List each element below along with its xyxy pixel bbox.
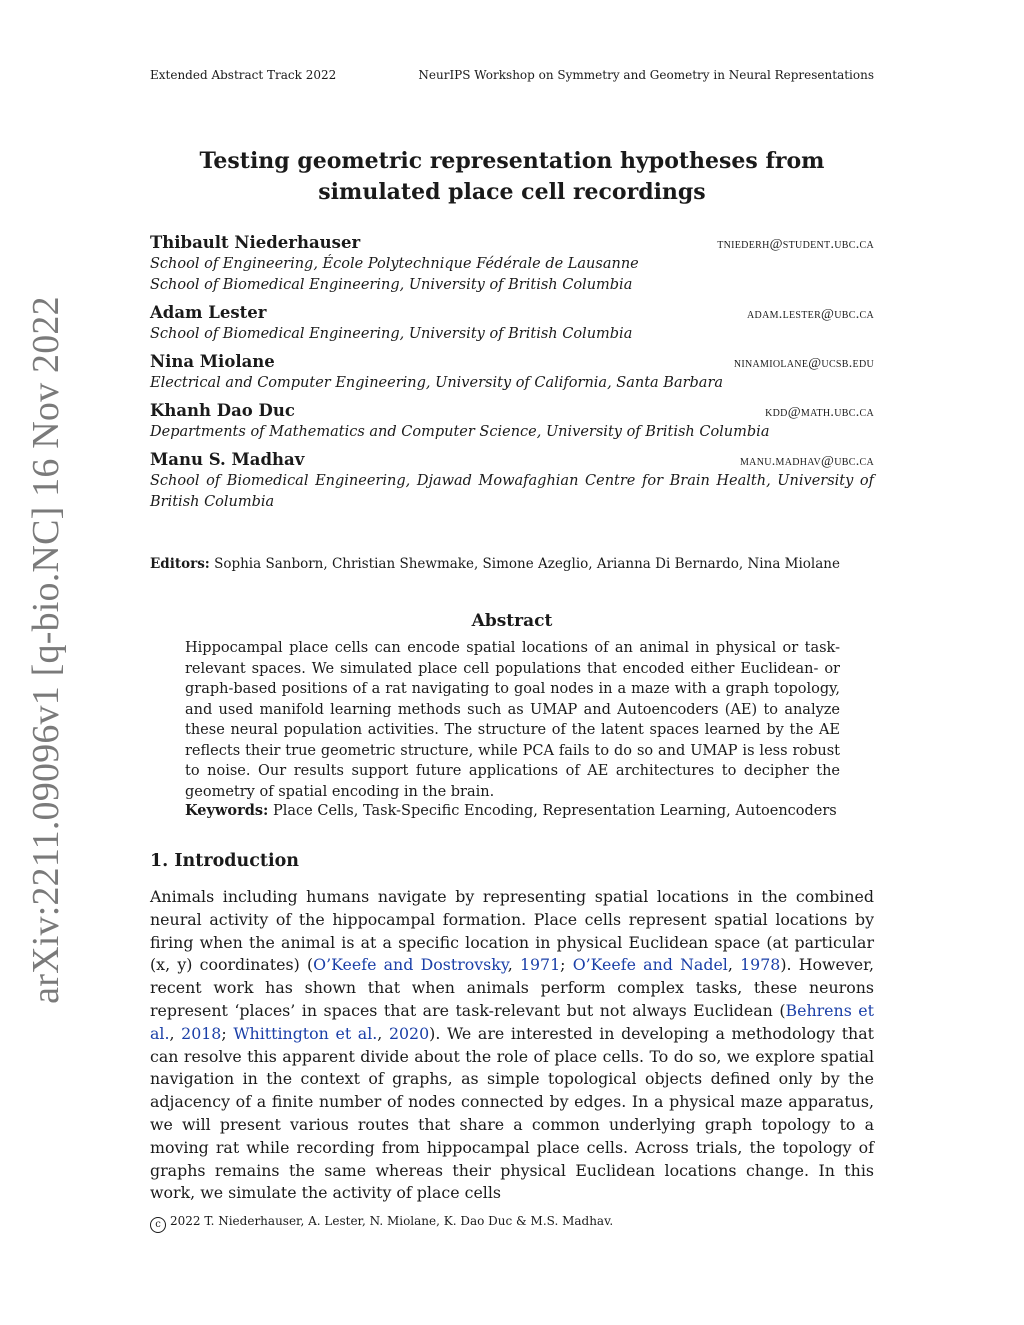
intro-text: , (507, 955, 520, 975)
citation-link[interactable]: 1978 (740, 955, 781, 975)
author-name: Nina Miolane (150, 352, 275, 371)
introduction-paragraph (150, 886, 874, 1205)
author-affiliation: Electrical and Computer Engineering, University of California, Santa Barbara (150, 375, 724, 391)
arxiv-identifier: arXiv:2211.09096v1 [q-bio.NC] 16 Nov 2022 (25, 296, 67, 1004)
copyright-line (150, 1214, 613, 1233)
author-affiliation: School of Biomedical Engineering, Djawad Mowafaghian Centre for Brain Health, University of British Columbia (150, 473, 874, 510)
editors-label: Editors: (150, 556, 210, 572)
author-entry (150, 400, 874, 443)
intro-text: , (169, 1023, 182, 1043)
intro-text: Animals including humans navigate by representing spatial locations in the combined neural activity of the hippocampal formation. Place cells represent spatial locations by firing when the animal is at a specific location in physical Euclidean space (at particular (x, y) coordinates) ( (150, 887, 874, 975)
citation-link[interactable]: Behrens et al. (150, 1000, 874, 1043)
citation-link[interactable]: O’Keefe and Dostrovsky (313, 955, 508, 975)
intro-text: ; (560, 955, 573, 975)
keywords-label: Keywords: (185, 802, 269, 819)
author-affiliation: School of Biomedical Engineering, University of British Columbia (150, 326, 633, 342)
section-heading-introduction: 1. Introduction (150, 851, 299, 871)
citation-link[interactable]: 1971 (519, 955, 561, 975)
author-entry (150, 351, 874, 394)
author-email[interactable]: adam.lester@ubc.ca (747, 307, 874, 322)
author-email[interactable]: ninamiolane@ucsb.edu (733, 356, 874, 371)
citation-link[interactable]: Whittington et al. (233, 1023, 378, 1043)
running-head (150, 68, 874, 82)
abstract-text: Hippocampal place cells can encode spatial locations of an animal in physical or task-relevant spaces. We simulated place cell populations that encoded either Euclidean- or graph-based positions of a rat navigating to goal nodes in a maze with a graph topology, and used manifold learning methods such as UMAP and Autoencoders (AE) to analyze these neural population activities. The structure of the latent spaces learned by the AE reflects their true geometric structure, while PCA fails to do so and UMAP is less robust to noise. Our results support future applications of AE architectures to decipher the geometry of spatial encoding in the brain. (185, 640, 840, 800)
author-name: Adam Lester (150, 303, 267, 322)
running-head-right: NeurIPS Workshop on Symmetry and Geometry in Neural Representations (418, 68, 874, 82)
intro-text: , (727, 955, 741, 975)
running-head-left: Extended Abstract Track 2022 (150, 68, 337, 82)
author-name: Thibault Niederhauser (150, 233, 361, 252)
citation-link[interactable]: O’Keefe and Nadel (572, 955, 728, 975)
abstract-heading: Abstract (471, 611, 553, 631)
paper-title: Testing geometric representation hypotheses from simulated place cell recordings (199, 148, 825, 205)
author-name: Khanh Dao Duc (150, 401, 295, 420)
author-affiliation: Departments of Mathematics and Computer Science, University of British Columbia (150, 424, 770, 440)
editors-names: Sophia Sanborn, Christian Shewmake, Simone Azeglio, Arianna Di Bernardo, Nina Miolane (214, 556, 840, 572)
arxiv-stamp (25, 296, 67, 1004)
author-block (150, 232, 874, 519)
copyright-icon: c (150, 1217, 166, 1233)
author-email[interactable]: kdd@math.ubc.ca (765, 405, 874, 420)
intro-text: , (377, 1023, 389, 1043)
editors-line (150, 556, 874, 572)
citation-link[interactable]: 2018 (181, 1023, 222, 1043)
author-name: Manu S. Madhav (150, 450, 305, 469)
intro-text: ). We are interested in developing a methodology that can resolve this apparent divide about the role of place cells. To do so, we explore spatial navigation in the context of graphs, as simple topological objects defined only by the adjacency of a finite number of nodes connected by edges. In a physical maze apparatus, we will present various routes that share a common underlying graph topology to a moving rat while recording from hippocampal place cells. Across trials, the topology of graphs remains the same whereas their physical Euclidean locations change. In this work, we simulate the activity of place cells (150, 1023, 874, 1203)
author-entry (150, 232, 874, 296)
author-entry (150, 302, 874, 345)
author-entry (150, 449, 874, 513)
author-email[interactable]: manu.madhav@ubc.ca (739, 454, 874, 469)
author-affiliation: School of Biomedical Engineering, University of British Columbia (150, 277, 633, 293)
intro-text: ; (221, 1023, 234, 1043)
author-email[interactable]: tniederh@student.ubc.ca (717, 237, 874, 252)
copyright-text: 2022 T. Niederhauser, A. Lester, N. Miolane, K. Dao Duc & M.S. Madhav. (170, 1214, 614, 1228)
author-affiliation: School of Engineering, École Polytechnique Fédérale de Lausanne (150, 256, 639, 272)
citation-link[interactable]: 2020 (388, 1023, 430, 1043)
keywords-line (185, 801, 840, 822)
intro-text: ). However, recent work has shown that when animals perform complex tasks, these neurons represent ‘places’ in spaces that are task-relevant but not always Euclidean ( (150, 955, 874, 1020)
keywords-list: Place Cells, Task-Specific Encoding, Representation Learning, Autoencoders (273, 803, 837, 819)
